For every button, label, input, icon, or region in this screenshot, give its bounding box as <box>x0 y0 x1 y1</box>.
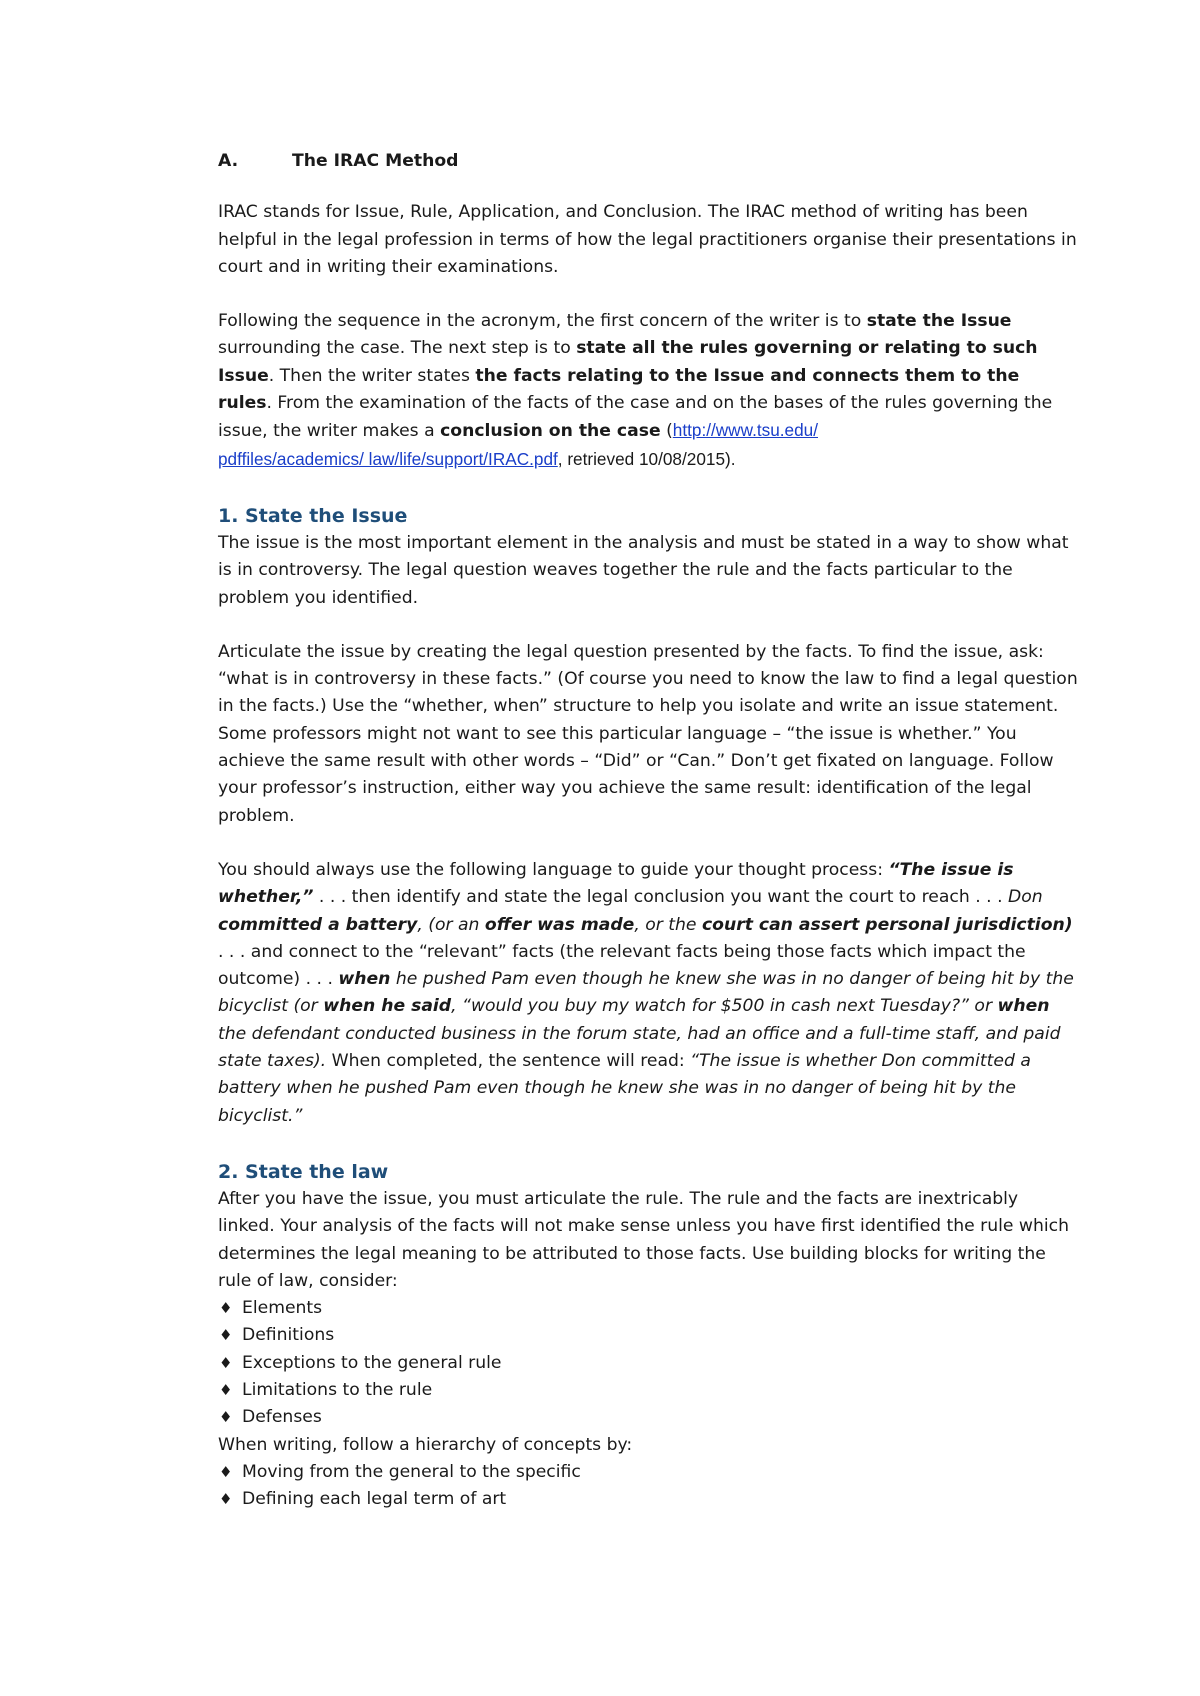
section-number: A. <box>218 151 239 171</box>
diamond-bullet-icon: ♦ <box>219 1353 233 1372</box>
irac-source-link[interactable]: http://www.tsu.edu/ pdffiles/academics/ law/life/support/IRAC.pdf <box>218 420 818 469</box>
diamond-bullet-icon: ♦ <box>219 1462 233 1481</box>
list-item: ♦ Elements <box>218 1295 1078 1322</box>
diamond-bullet-icon: ♦ <box>219 1326 233 1345</box>
section-2-paragraph-2: When writing, follow a hierarchy of concepts by: <box>218 1434 633 1455</box>
diamond-bullet-icon: ♦ <box>219 1380 233 1399</box>
section-2-title: 2. State the law <box>218 1160 389 1183</box>
diamond-bullet-icon: ♦ <box>219 1408 233 1427</box>
intro-paragraph-1: IRAC stands for Issue, Rule, Application, and Conclusion. The IRAC method of writing has been helpful in the legal profession in terms of how the legal practitioners organise their presentations in court and in writing their examinations. <box>218 202 1077 277</box>
section-1-paragraph-1: The issue is the most important element in the analysis and must be stated in a way to show what is in controversy. The legal question weaves together the rule and the facts particular to the problem you identified. <box>218 532 1069 608</box>
section-2-paragraph-1: After you have the issue, you must articulate the rule. The rule and the facts are inextricably linked. Your analysis of the facts will not make sense unless you have first identified the rule which determines the legal meaning to be attributed to those facts. Use building blocks for writing the rule of law, consider: <box>218 1188 1070 1291</box>
list-item: ♦ Defining each legal term of art <box>218 1486 1078 1513</box>
section-title: The IRAC Method <box>292 151 459 171</box>
list-item: ♦ Moving from the general to the specific <box>218 1459 1078 1486</box>
section-heading <box>218 148 1078 175</box>
hierarchy-list <box>218 1459 1078 1514</box>
section-1-title: 1. State the Issue <box>218 504 408 527</box>
document-page <box>218 148 1078 1513</box>
diamond-bullet-icon: ♦ <box>219 1490 233 1509</box>
section-1-paragraph-2: Articulate the issue by creating the legal question presented by the facts. To find the issue, ask: “what is in controversy in these facts.” (Of course you need to know the law to find a legal question in the facts.) Use the “whether, when” structure to help you isolate and write an issue statement. Some professors might not want to see this particular language – “the issue is whether.” You achieve the same result with other words – “Did” or “Can.” Don’t get fixated on language. Follow your professor’s instruction, either way you achieve the same result: identification of the legal problem. <box>218 641 1078 826</box>
diamond-bullet-icon: ♦ <box>219 1299 233 1318</box>
list-item: ♦ Limitations to the rule <box>218 1377 1078 1404</box>
section-1-paragraph-3: You should always use the following language to guide your thought process: “The issue is whether,” . . . then identify and state the legal conclusion you want the court to reach . . . Don committed a battery, (or an offer was made, or the court can assert personal jurisdiction) . . . and connect to the “relevant” facts (the relevant facts being those facts which impact the outcome) . . . when he pushed Pam even though he knew she was in no danger of being hit by the bicyclist (or when he said, “would you buy my watch for $500 in cash next Tuesday?” or when the defendant conducted business in the forum state, had an office and a full-time staff, and paid state taxes). When completed, the sentence will read: “The issue is whether Don committed a battery when he pushed Pam even though he knew she was in no danger of being hit by the bicyclist.” <box>218 859 1074 1126</box>
list-item: ♦ Definitions <box>218 1322 1078 1349</box>
building-blocks-list <box>218 1295 1078 1431</box>
intro-paragraph-2: Following the sequence in the acronym, the first concern of the writer is to state the Issue surrounding the case. The next step is to state all the rules governing or relating to such Issue. Then the writer states the facts relating to the Issue and connects them to the rules. From the examination of the facts of the case and on the bases of the rules governing the issue, the writer makes a conclusion on the case (http://www.tsu.edu/ pdffiles/academics/ law/life/support/IRAC.pdf, retrieved 10/08/2015). <box>218 311 1053 469</box>
list-item: ♦ Exceptions to the general rule <box>218 1350 1078 1377</box>
list-item: ♦ Defenses <box>218 1404 1078 1431</box>
